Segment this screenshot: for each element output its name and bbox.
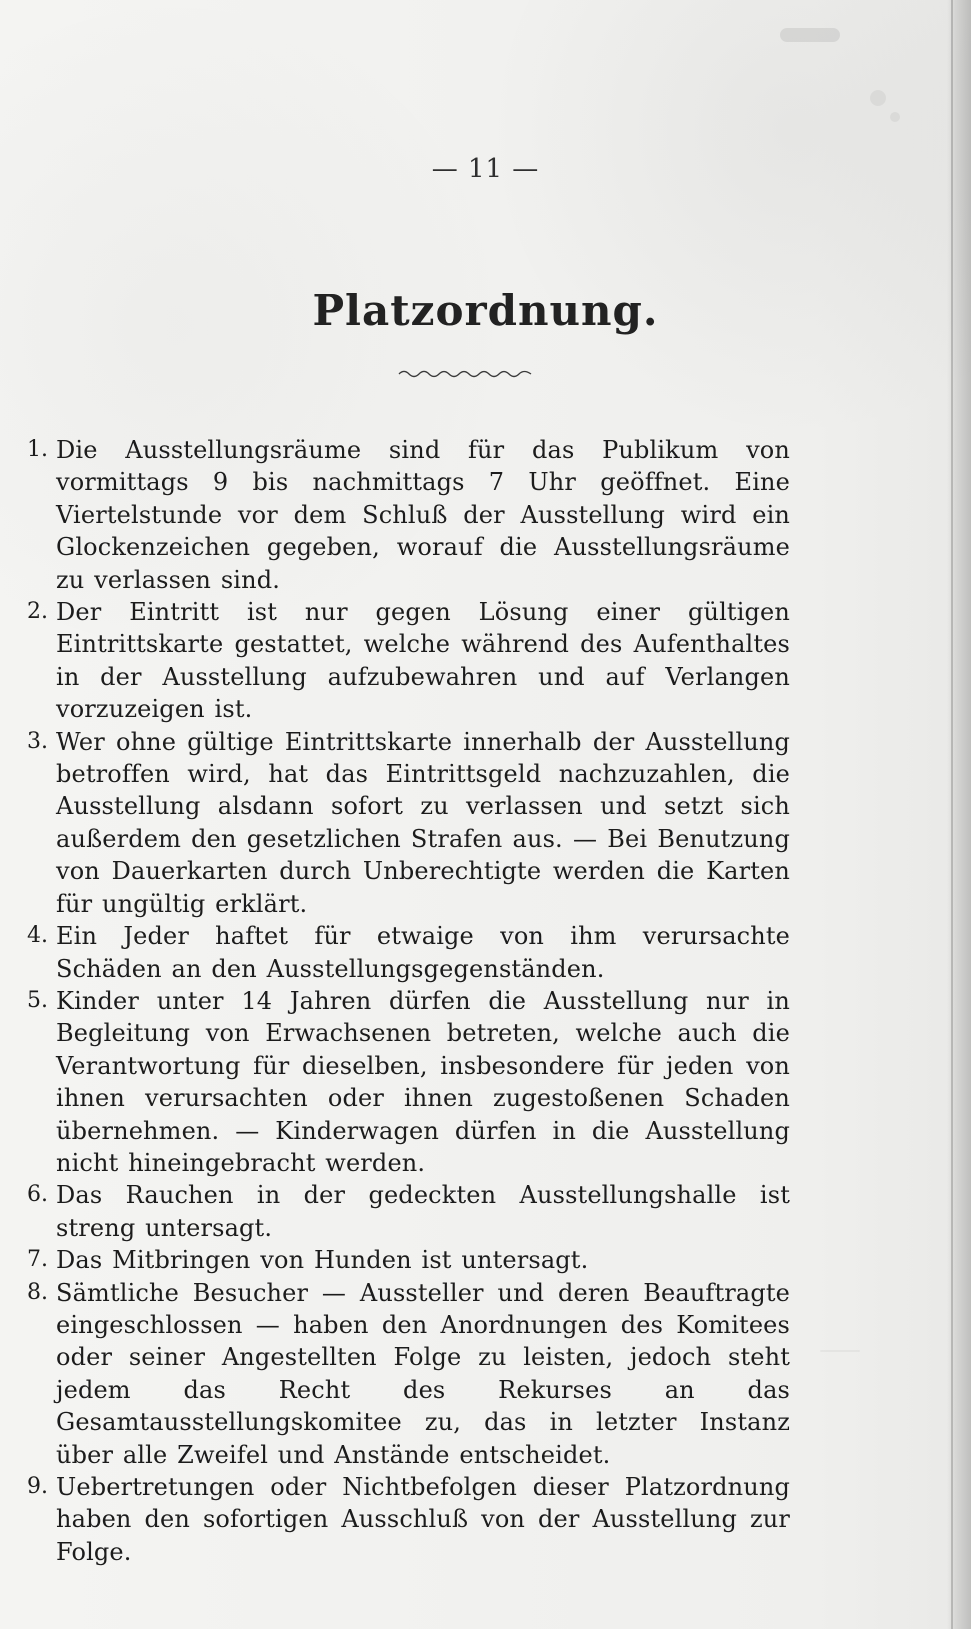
rule-item-7	[20, 1244, 790, 1276]
rule-number: 2.	[27, 599, 48, 625]
rule-item-5	[20, 985, 790, 1179]
rule-item-3	[20, 726, 790, 920]
page-title: Platzordnung.	[312, 286, 659, 335]
rule-text: Uebertretungen oder Nichtbefolgen dieser Platzordnung haben den sofortigen Ausschluß von der Ausstellung zur Folge.	[56, 1473, 790, 1566]
rule-text: Wer ohne gültige Eintrittskarte innerhalb der Ausstellung betroffen wird, hat das Eintrittsgeld nachzuzahlen, die Ausstellung alsdann sofort zu verlassen und setzt sich außerdem den gesetzlichen Strafen aus. — Bei Benutzung von Dauerkarten durch Unberechtigte werden die Karten für ungültig erklärt.	[56, 727, 790, 918]
page-number: — 11 —	[431, 154, 540, 184]
rule-number: 8.	[27, 1279, 48, 1305]
rule-number: 3.	[27, 728, 48, 754]
rule-number: 1.	[27, 437, 48, 462]
rule-text: Kinder unter 14 Jahren dürfen die Ausstellung nur in Begleitung von Erwachsenen betreten, welche auch die Verantwortung für dieselben, insbesondere für jeden von ihnen verursachten oder ihnen zugestoßenen Schaden übernehmen. — Kinderwagen dürfen in die Ausstellung nicht hineingebracht werden.	[56, 986, 790, 1177]
rule-number: 7.	[27, 1247, 48, 1273]
paper-mark	[820, 1350, 860, 1352]
rule-text: Das Rauchen in der gedeckten Ausstellungshalle ist streng untersagt.	[56, 1181, 790, 1242]
rule-text: Der Eintritt ist nur gegen Lösung einer gültigen Eintrittskarte gestattet, welche während des Aufenthaltes in der Ausstellung aufzubewahren und auf Verlangen vorzuzeigen ist.	[56, 598, 790, 724]
rule-text: Sämtliche Besucher — Aussteller und deren Beauftragte eingeschlossen — haben den Anordnungen des Komitees oder seiner Angestellten Folge zu leisten, jedoch steht jedem das Recht des Rekurses an das Gesamtausstellungskomitee zu, das in letzter Instanz über alle Zweifel und Anstände entscheidet.	[56, 1278, 790, 1469]
rule-text: Die Ausstellungsräume sind für das Publikum von vormittags 9 bis nachmittags 7 Uhr geöffnet. Eine Viertelstunde vor dem Schluß der Ausstellung wird ein Glockenzeichen gegeben, worauf die Ausstellungsräume zu verlassen sind.	[56, 436, 790, 594]
rule-item-9	[20, 1471, 790, 1568]
paper-speck	[870, 90, 886, 106]
rule-list	[20, 434, 790, 1568]
rule-item-4	[20, 920, 790, 985]
rule-number: 6.	[27, 1182, 48, 1208]
rule-number: 4.	[27, 923, 48, 949]
paper-speck	[890, 112, 900, 122]
rule-item-1	[20, 434, 790, 596]
page-edge-line	[951, 0, 953, 1629]
rule-item-8	[20, 1277, 790, 1471]
rule-item-2	[20, 596, 790, 726]
rule-number: 5.	[27, 987, 48, 1013]
ornament-divider	[398, 368, 532, 380]
paper-smudge	[780, 28, 840, 42]
rule-item-6	[20, 1179, 790, 1244]
rule-text: Das Mitbringen von Hunden ist untersagt.	[56, 1246, 589, 1275]
rule-number: 9.	[27, 1474, 48, 1499]
rule-text: Ein Jeder haftet für etwaige von ihm verursachte Schäden an den Ausstellungsgegenständen.	[56, 922, 790, 983]
